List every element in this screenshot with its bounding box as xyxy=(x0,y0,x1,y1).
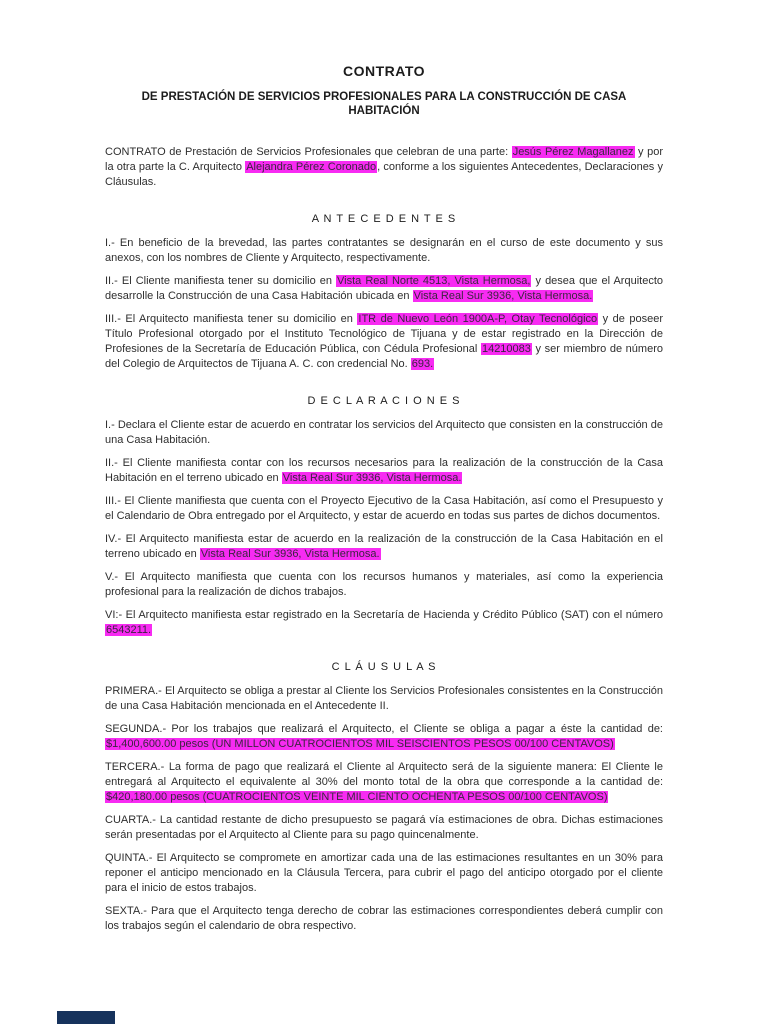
highlighted-text: 693. xyxy=(411,358,434,370)
highlighted-text: Jesús Pérez Magallanez xyxy=(512,146,634,158)
paragraph-antecedentes-3 xyxy=(105,312,663,372)
section-heading-antecedentes: A N T E C E D E N T E S xyxy=(311,213,457,225)
paragraph-declaraciones-6 xyxy=(105,608,663,638)
paragraph-antecedentes-2 xyxy=(105,274,663,304)
section-heading-clausulas: C L Á U S U L A S xyxy=(331,661,437,673)
text-run: I.- Declara el Cliente estar de acuerdo en contratar los servicios del Arquitecto que consisten en la construcción de una Casa Habitación. xyxy=(105,419,663,446)
paragraph-declaraciones-2 xyxy=(105,456,663,486)
text-run: IV.- El Arquitecto manifiesta estar de acuerdo en la realización de la construcción de la Casa Habitación en el terreno ubicado en xyxy=(105,533,663,560)
highlighted-text: Vista Real Sur 3936, Vista Hermosa. xyxy=(413,290,593,302)
paragraph-clausulas-5 xyxy=(105,851,663,896)
text-run: CUARTA.- La cantidad restante de dicho presupuesto se pagará vía estimaciones de obra. Dichas estimaciones serán presentadas por el Arquitecto al Cliente para su pago quincenalmente. xyxy=(105,814,663,841)
paragraph-declaraciones-1 xyxy=(105,418,663,448)
paragraph-clausulas-6 xyxy=(105,904,663,934)
section-heading-declaraciones: D E C L A R A C I O N E S xyxy=(307,395,461,407)
text-run: III.- El Arquitecto manifiesta tener su domicilio en xyxy=(105,313,358,325)
text-run: y desea que el Arquitecto desarrolle la Construcción de una Casa Habitación ubicada en xyxy=(105,275,663,302)
text-run: SEXTA.- Para que el Arquitecto tenga derecho de cobrar las estimaciones correspondientes deberá cumplir con los trabajos según el calendario de obra respectivo. xyxy=(105,905,663,932)
text-run: V.- El Arquitecto manifiesta que cuenta con los recursos humanos y materiales, así como la experiencia profesional para la realización de dichos trabajos. xyxy=(105,571,663,598)
highlighted-text: Alejandra Pérez Coronado xyxy=(246,161,377,173)
paragraph-antecedentes-1 xyxy=(105,236,663,266)
highlighted-text: Vista Real Norte 4513, Vista Hermosa, xyxy=(337,275,531,287)
text-run: I.- En beneficio de la brevedad, las partes contratantes se designarán en el curso de este documento y sus anexos, con los nombres de Cliente y Arquitecto, respectivamente. xyxy=(105,237,663,264)
text-run: y de poseer Título Profesional otorgado por el Instituto Tecnológico de Tijuana y de estar registrado en la Dirección de Profesiones de la Secretaría de Educación Pública, con Cédula Profesional xyxy=(105,313,663,355)
highlighted-text: $420,180.00 pesos (CUATROCIENTOS VEINTE MIL CIENTO OCHENTA PESOS 00/100 CENTAVOS) xyxy=(106,791,608,803)
text-run: II.- El Cliente manifiesta contar con los recursos necesarios para la realización de la construcción de la Casa Habitación en el terreno ubicado en xyxy=(105,457,663,484)
paragraph-clausulas-3 xyxy=(105,760,663,805)
text-run: II.- El Cliente manifiesta tener su domicilio en xyxy=(105,275,337,287)
highlighted-text: Vista Real Sur 3936, Vista Hermosa. xyxy=(282,472,462,484)
paragraph-clausulas-2 xyxy=(105,722,663,752)
highlighted-text: ITR de Nuevo León 1900A-P, Otay Tecnológico xyxy=(358,313,598,325)
text-run: PRIMERA.- El Arquitecto se obliga a prestar al Cliente los Servicios Profesionales consistentes en la Construcción de una Casa Habitación mencionada en el Antecedente II. xyxy=(105,685,663,712)
paragraph-clausulas-1 xyxy=(105,684,663,714)
highlighted-text: Vista Real Sur 3936, Vista Hermosa. xyxy=(200,548,380,560)
text-run: SEGUNDA.- Por los trabajos que realizará el Arquitecto, el Cliente se obliga a pagar a éste la cantidad de: xyxy=(105,723,663,735)
intro-paragraph xyxy=(105,145,663,190)
text-run: CONTRATO de Prestación de Servicios Profesionales que celebran de una parte: xyxy=(105,146,512,158)
document-title: CONTRATO xyxy=(342,63,426,79)
text-run: VI:- El Arquitecto manifiesta estar registrado en la Secretaría de Hacienda y Crédito Público (SAT) con el número xyxy=(105,609,663,621)
sections xyxy=(105,212,663,934)
text-run: QUINTA.- El Arquitecto se compromete en amortizar cada una de las estimaciones resultantes en un 30% para reponer el anticipo mencionado en la Cláusula Tercera, para cubrir el pago del anticipo otorgado por el cliente para el inicio de estos trabajos. xyxy=(105,852,663,894)
highlighted-text: $1,400,600.00 pesos (UN MILLON CUATROCIENTOS MIL SEISCIENTOS PESOS 00/100 CENTAVOS) xyxy=(106,738,614,750)
text-run: y por la otra parte la C. Arquitecto xyxy=(105,146,664,173)
paragraph-clausulas-4 xyxy=(105,813,663,843)
paragraph-declaraciones-5 xyxy=(105,570,663,600)
text-run: , conforme a los siguientes Antecedentes, Declaraciones y Cláusulas. xyxy=(105,161,663,188)
text-run: III.- El Cliente manifiesta que cuenta con el Proyecto Ejecutivo de la Casa Habitación, así como el Presupuesto y el Calendario de Obra entregado por el Arquitecto, y estar de acuerdo en todas sus partes de dichos documentos. xyxy=(105,495,663,522)
highlighted-text: 6543211. xyxy=(106,624,152,636)
next-page-corner xyxy=(57,1011,115,1024)
text-run: y ser miembro de número del Colegio de Arquitectos de Tijuana A. C. con credencial No. xyxy=(105,343,663,370)
text-run: TERCERA.- La forma de pago que realizará el Cliente al Arquitecto será de la siguiente manera: El Cliente le entregará al Arquitecto el equivalente al 30% del monto total de la obra que corresponde a la cantidad de: xyxy=(105,761,663,788)
highlighted-text: 14210083 xyxy=(481,343,531,355)
paragraph-declaraciones-3 xyxy=(105,494,663,524)
paragraph-declaraciones-4 xyxy=(105,532,663,562)
document-subtitle: DE PRESTACIÓN DE SERVICIOS PROFESIONALES PARA LA CONSTRUCCIÓN DE CASA HABITACIÓN xyxy=(141,91,627,117)
